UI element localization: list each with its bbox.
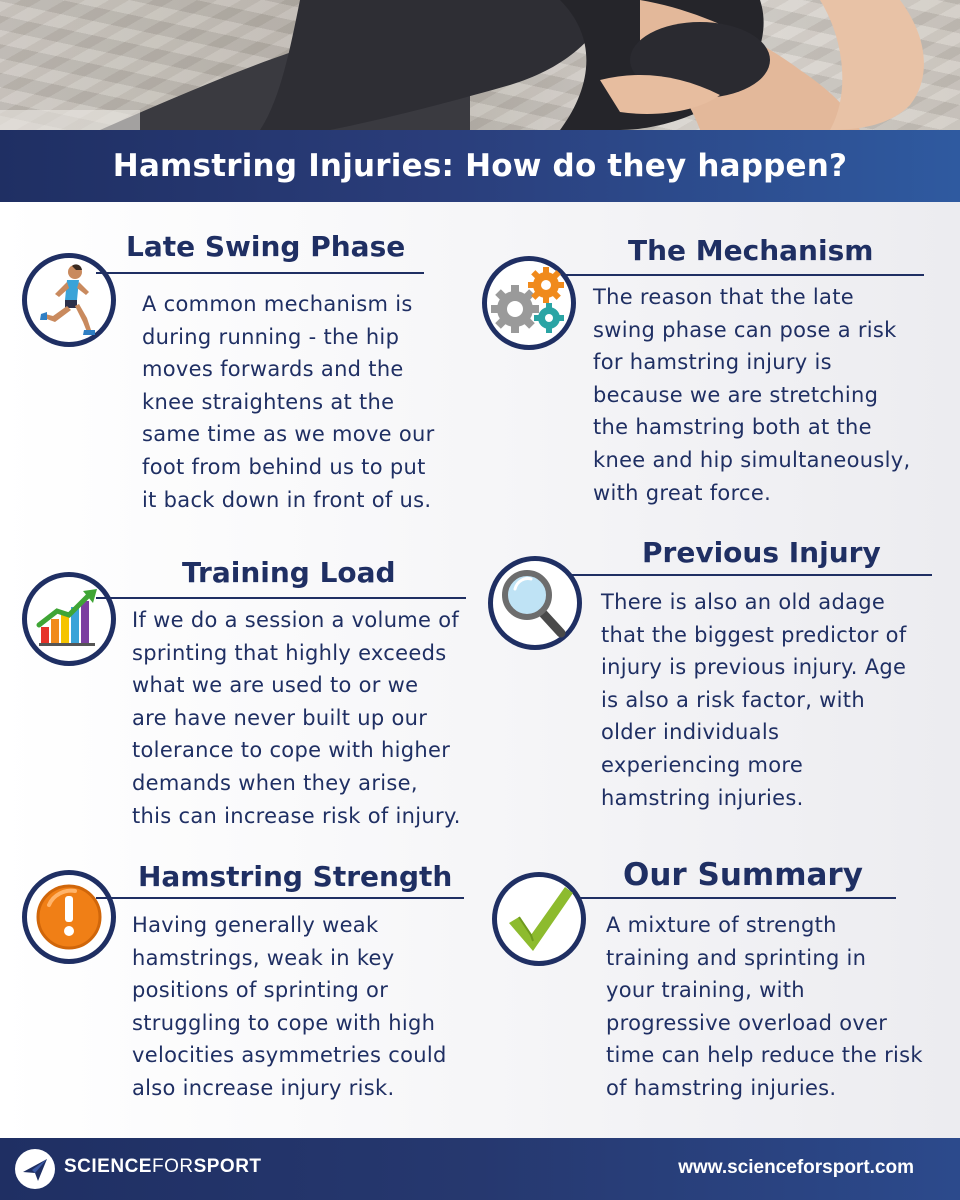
footer-bar <box>0 1138 960 1200</box>
section-title: Hamstring Strength <box>138 860 453 893</box>
section-text: A common mechanism is during running - the hip moves forwards and the knee straightens at the same time as we move our foot from behind us to put it back down in front of us. <box>142 292 435 512</box>
title-banner <box>0 130 960 202</box>
section-text: There is also an old adage that the biggest predictor of injury is previous injury. Age is also a risk factor, with older individuals experiencing more hamstring injuries. <box>601 590 907 810</box>
section-text: Having generally weak hamstrings, weak in key positions of sprinting or struggling to cope with high velocities asymmetries could also increase injury risk. <box>132 913 447 1100</box>
section-divider <box>96 597 466 599</box>
magnifier-icon <box>488 556 582 650</box>
warning-icon <box>22 870 116 964</box>
section-title: The Mechanism <box>628 234 874 267</box>
section-divider <box>566 274 924 276</box>
brand-name: SCIENCEFORSPORT <box>64 1156 262 1177</box>
section-divider <box>96 897 464 899</box>
section-divider <box>580 897 896 899</box>
section-title: Training Load <box>182 556 396 589</box>
section-title: Our Summary <box>623 857 863 893</box>
section-text: If we do a session a volume of sprinting that highly exceeds what we are used to or we are have never built up our tolerance to cope with higher demands when they arise, this can increase risk of injury. <box>132 608 461 828</box>
gears-icon <box>482 256 576 350</box>
section-title: Previous Injury <box>642 536 881 569</box>
section-divider <box>96 272 424 274</box>
bar-chart-icon <box>22 572 116 666</box>
runner-icon <box>22 253 116 347</box>
section-title: Late Swing Phase <box>126 230 406 263</box>
section-text: The reason that the late swing phase can pose a risk for hamstring injury is because we are stretching the hamstring both at the knee and hip simultaneously, with great force. <box>593 285 911 505</box>
website-link[interactable]: www.scienceforsport.com <box>678 1157 914 1178</box>
page-title: Hamstring Injuries: How do they happen? <box>112 148 848 184</box>
section-divider <box>572 574 932 576</box>
brand-logo-icon <box>14 1148 56 1190</box>
section-text: A mixture of strength training and sprinting in your training, with progressive overload over time can help reduce the risk of hamstring injuries. <box>606 913 923 1100</box>
checkmark-icon <box>492 872 586 966</box>
header-photo <box>0 0 960 130</box>
